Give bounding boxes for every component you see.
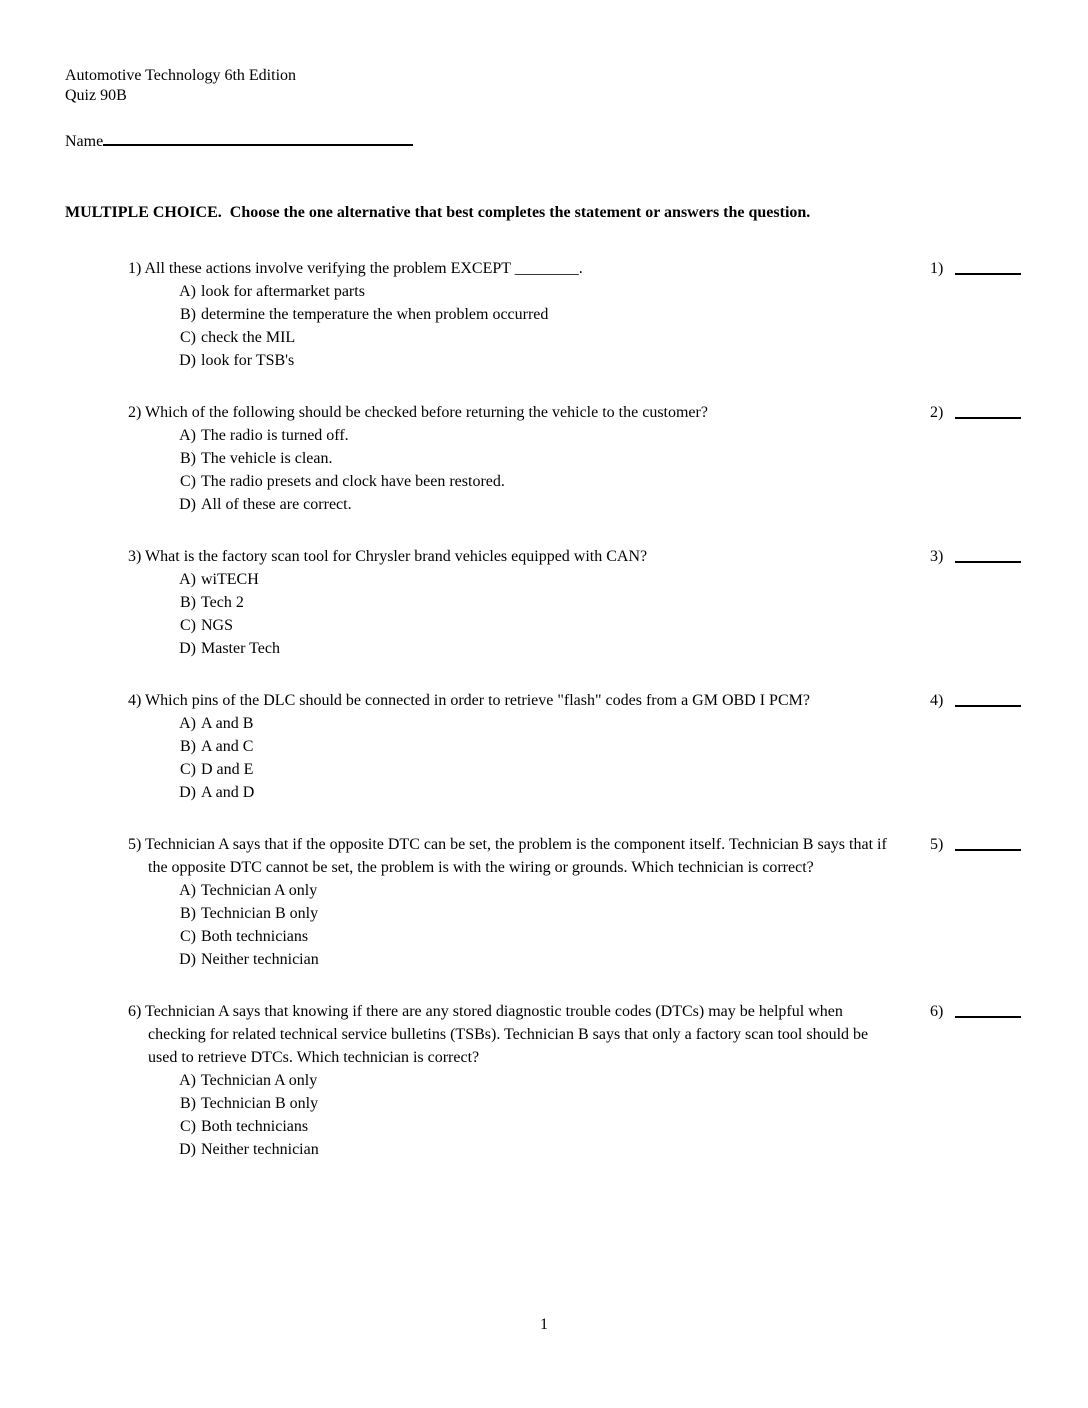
question (128, 401, 1027, 516)
option-text: Technician A only (201, 1072, 318, 1089)
answer-blank-field[interactable] (955, 545, 1021, 563)
answer-number: 2) (930, 404, 944, 421)
answer-slot (930, 257, 1027, 280)
answer-slot (930, 401, 1027, 424)
options-list (128, 280, 900, 372)
option-letter: C) (180, 329, 196, 346)
option (174, 781, 900, 804)
option (174, 637, 900, 660)
options-list (128, 879, 900, 971)
option-text: A and C (201, 738, 254, 755)
option-text: A and D (201, 784, 255, 801)
question-number: 4) (128, 692, 142, 709)
option-letter: C) (180, 761, 196, 778)
option (174, 303, 900, 326)
option (174, 902, 900, 925)
answer-number: 1) (930, 260, 944, 277)
option (174, 447, 900, 470)
option-letter: A) (179, 715, 196, 732)
question-text: Which pins of the DLC should be connected in order to retrieve "flash" codes from a GM OBD I PCM? (145, 692, 810, 709)
option (174, 1092, 900, 1115)
option (174, 326, 900, 349)
option-text: look for TSB's (201, 352, 295, 369)
question-line (128, 401, 900, 424)
answer-number: 5) (930, 836, 944, 853)
option-letter: B) (180, 450, 196, 467)
option (174, 349, 900, 372)
option-letter: A) (179, 571, 196, 588)
name-label: Name (65, 133, 104, 150)
option (174, 735, 900, 758)
option-letter: D) (179, 951, 196, 968)
option-text: All of these are correct. (201, 496, 352, 513)
option (174, 568, 900, 591)
document-header (65, 66, 1088, 106)
question-body (128, 545, 930, 660)
option (174, 614, 900, 637)
option (174, 424, 900, 447)
option-text: Both technicians (201, 928, 309, 945)
question-body (128, 1000, 930, 1161)
option (174, 493, 900, 516)
question-text: Technician A says that knowing if there are any stored diagnostic trouble codes (DTCs) may be helpful when checking for related technical service bulletins (TSBs). Technician B says that only a factory scan tool should be used to retrieve DTCs. Which technician is correct? (145, 1003, 869, 1066)
answer-slot (930, 833, 1027, 856)
question-text: Which of the following should be checked before returning the vehicle to the customer? (145, 404, 708, 421)
question (128, 1000, 1027, 1161)
question (128, 545, 1027, 660)
option-letter: D) (179, 496, 196, 513)
answer-blank-field[interactable] (955, 833, 1021, 851)
option-letter: C) (180, 928, 196, 945)
question-line (128, 1000, 900, 1069)
question-number: 1) (128, 260, 142, 277)
name-blank-field[interactable] (103, 130, 413, 146)
option-text: NGS (201, 617, 234, 634)
option-text: Neither technician (201, 951, 319, 968)
option (174, 280, 900, 303)
option (174, 1069, 900, 1092)
question-body (128, 401, 930, 516)
option-letter: B) (180, 905, 196, 922)
course-title: Automotive Technology 6th Edition (65, 67, 297, 84)
option (174, 1138, 900, 1161)
option-text: Both technicians (201, 1118, 309, 1135)
question (128, 689, 1027, 804)
options-list (128, 424, 900, 516)
option-letter: A) (179, 882, 196, 899)
option-text: look for aftermarket parts (201, 283, 365, 300)
multiple-choice-instruction: MULTIPLE CHOICE. Choose the one alternative that best completes the statement or answers the question. (65, 204, 811, 221)
option-letter: D) (179, 1141, 196, 1158)
option (174, 925, 900, 948)
option-text: Technician A only (201, 882, 318, 899)
option-text: D and E (201, 761, 254, 778)
question-line (128, 545, 900, 568)
answer-blank-field[interactable] (955, 401, 1021, 419)
answer-number: 6) (930, 1003, 944, 1020)
option (174, 758, 900, 781)
question-number: 3) (128, 548, 142, 565)
option-letter: B) (180, 738, 196, 755)
page-number: 1 (540, 1316, 548, 1333)
question (128, 833, 1027, 971)
option (174, 712, 900, 735)
answer-slot (930, 1000, 1027, 1023)
options-list (128, 1069, 900, 1161)
option (174, 948, 900, 971)
option-text: Master Tech (201, 640, 280, 657)
option-letter: A) (179, 427, 196, 444)
question-body (128, 689, 930, 804)
option (174, 879, 900, 902)
option (174, 470, 900, 493)
answer-blank-field[interactable] (955, 689, 1021, 707)
option-text: The radio is turned off. (201, 427, 349, 444)
option-text: The vehicle is clean. (201, 450, 333, 467)
answer-number: 3) (930, 548, 944, 565)
question (128, 257, 1027, 372)
option-text: determine the temperature the when problem occurred (201, 306, 549, 323)
option-letter: B) (180, 306, 196, 323)
name-row (65, 130, 1088, 153)
question-number: 6) (128, 1003, 142, 1020)
question-text: Technician A says that if the opposite DTC can be set, the problem is the component itself. Technician B says that if the opposite DTC cannot be set, the problem is with the wiring or grounds. Which technician is correct? (145, 836, 887, 876)
question-line (128, 689, 900, 712)
question-number: 2) (128, 404, 142, 421)
option-text: A and B (201, 715, 254, 732)
option-text: The radio presets and clock have been restored. (201, 473, 505, 490)
question-body (128, 833, 930, 971)
option-text: Technician B only (201, 905, 319, 922)
option-text: Tech 2 (201, 594, 244, 611)
option-letter: A) (179, 1072, 196, 1089)
options-list (128, 568, 900, 660)
option-letter: A) (179, 283, 196, 300)
options-list (128, 712, 900, 804)
question-line (128, 833, 900, 879)
option-text: check the MIL (201, 329, 296, 346)
option-letter: B) (180, 1095, 196, 1112)
question-text: All these actions involve verifying the problem EXCEPT ________. (144, 260, 583, 277)
option-letter: C) (180, 473, 196, 490)
option-text: wiTECH (201, 571, 259, 588)
option-text: Technician B only (201, 1095, 319, 1112)
option-letter: D) (179, 640, 196, 657)
option (174, 1115, 900, 1138)
question-list (128, 257, 1027, 1161)
question-number: 5) (128, 836, 142, 853)
answer-slot (930, 689, 1027, 712)
option-letter: D) (179, 784, 196, 801)
answer-blank-field[interactable] (955, 257, 1021, 275)
option-letter: D) (179, 352, 196, 369)
option-letter: C) (180, 617, 196, 634)
option-letter: C) (180, 1118, 196, 1135)
option (174, 591, 900, 614)
answer-number: 4) (930, 692, 944, 709)
option-letter: B) (180, 594, 196, 611)
question-line (128, 257, 900, 280)
option-text: Neither technician (201, 1141, 319, 1158)
answer-slot (930, 545, 1027, 568)
answer-blank-field[interactable] (955, 1000, 1021, 1018)
question-text: What is the factory scan tool for Chrysler brand vehicles equipped with CAN? (145, 548, 648, 565)
quiz-title: Quiz 90B (65, 87, 127, 104)
question-body (128, 257, 930, 372)
